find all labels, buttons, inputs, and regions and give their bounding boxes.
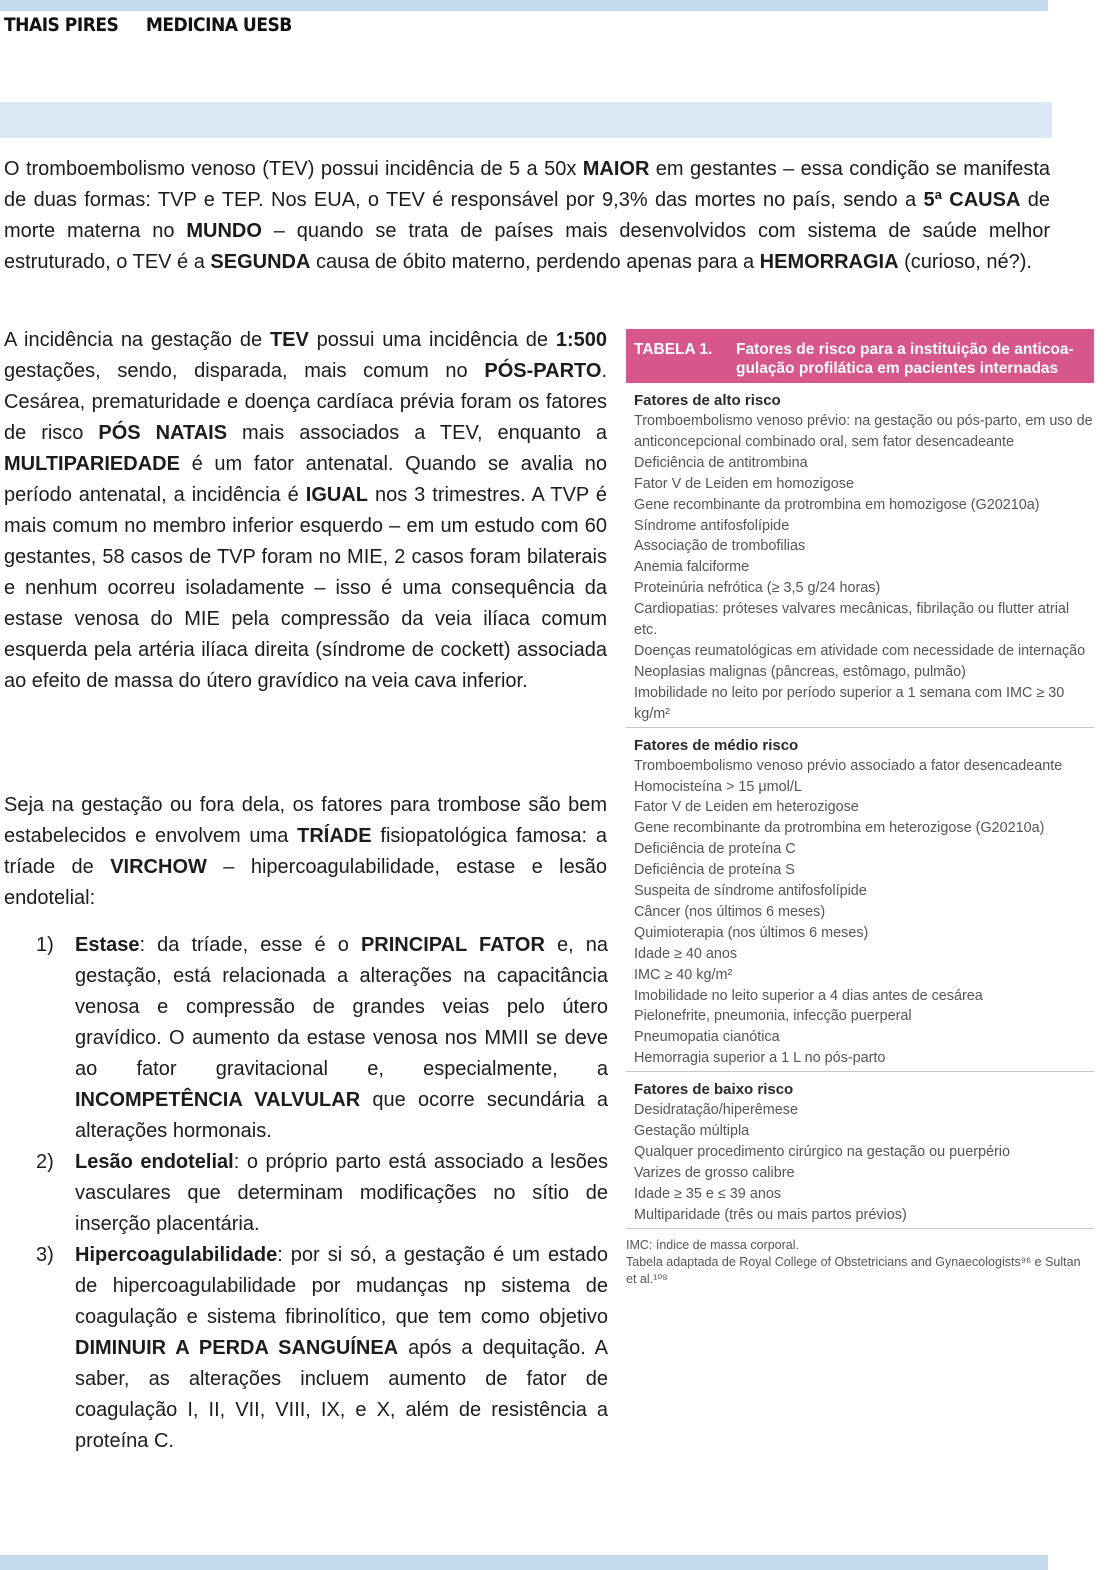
medium-risk-heading: Fatores de médio risco: [634, 736, 799, 754]
table-row: Qualquer procedimento cirúrgico na gestação ou puerpério: [634, 1144, 1010, 1160]
intro-paragraph: O tromboembolismo venoso (TEV) possui incidência de 5 a 50x MAIOR em gestantes – essa condição se manifesta de duas formas: TVP e TEP. Nos EUA, o TEV é responsável por 9,3% das mortes no país, sendo a 5ª CAUSA de morte materna no MUNDO – quando se trata de países mais desenvolvidos com sistema de saúde melhor estruturado, o TEV é a SEGUNDA causa de óbito materno, perdendo apenas para a HEMORRAGIA (curioso, né?).: [4, 158, 1050, 273]
low-risk-heading: Fatores de baixo risco: [634, 1081, 794, 1099]
table-row: Pielonefrite, pneumonia, infecção puerperal: [634, 1008, 912, 1025]
low-risk-section: [626, 1080, 1094, 1225]
table-row: Varizes de grosso calibre: [634, 1164, 795, 1181]
table-divider: [626, 727, 1094, 728]
course-name: MEDICINA UESB: [145, 14, 292, 36]
table-row: Pneumopatia cianótica: [634, 1029, 780, 1046]
table-row: Idade ≥ 35 e ≤ 39 anos: [634, 1185, 782, 1202]
table-footnote: [626, 1237, 1094, 1288]
table-row: Idade ≥ 40 anos: [634, 945, 738, 962]
author-name: THAIS PIRES: [4, 14, 119, 36]
table-row: Deficiência de antitrombina: [634, 454, 808, 471]
table-row: Proteinúria nefrótica (≥ 3,5 g/24 horas): [634, 580, 881, 597]
table-row: Gestação múltipla: [634, 1123, 750, 1140]
list-item: 3) Hipercoagulabilidade: por si só, a gestação é um estado de hipercoagulabilidade por mudanças np sistema de coagulação e sistema fibrinolítico, que tem como objetivo DIMINUIR A PERDA SANGUÍNEA após a dequitação. A saber, as alterações incluem aumento de fator de coagulação I, II, VII, VIII, IX, e X, além de resistência a proteína C.: [36, 1244, 609, 1452]
risk-factors-table: [626, 329, 1094, 1288]
footnote-source: Tabela adaptada de Royal College of Obstetricians and Gynaecologists⁹⁶ e Sultan et al.¹⁰⁸: [626, 1254, 1081, 1286]
table-row: IMC ≥ 40 kg/m²: [634, 966, 733, 983]
table-divider: [626, 1228, 1094, 1229]
list-item: 2) Lesão endotelial: o próprio parto está associado a lesões vasculares que determinam modificações no sítio de inserção placentária.: [36, 1151, 608, 1235]
table-row: Neoplasias malignas (pâncreas, estômago, pulmão): [634, 663, 966, 680]
page-header: [4, 14, 314, 36]
medium-risk-section: [626, 736, 1094, 1070]
table-row: Doenças reumatológicas em atividade com necessidade de internação: [634, 642, 1086, 659]
table-row: Suspeita de síndrome antifosfolípide: [634, 883, 867, 900]
list-item: 1) Estase: da tríade, esse é o PRINCIPAL FATOR e, na gestação, está relacionada a alterações na capacitância venosa e compressão de grandes veias pelo útero gravídico. O aumento da estase venosa nos MMII se deve ao fator gravitacional e, especialmente, a INCOMPETÊNCIA VALVULAR que ocorre secundária a alterações hormonais.: [36, 934, 609, 1142]
table-row: Quimioterapia (nos últimos 6 meses): [634, 924, 869, 941]
table-row: Gene recombinante da protrombina em heterozigose (G20210a): [634, 820, 1045, 837]
table-title: Fatores de risco para a instituição de anticoa-gulação profilática em pacientes internadas: [736, 341, 1074, 377]
high-risk-heading: Fatores de alto risco: [634, 392, 781, 409]
high-risk-list: [634, 411, 1094, 725]
virchow-list: [36, 930, 608, 1457]
high-risk-section: [626, 391, 1094, 725]
table-row: Deficiência de proteína C: [634, 841, 796, 858]
table-row: Cardiopatias: próteses valvares mecânicas, fibrilação ou flutter atrial etc.: [634, 601, 1070, 639]
low-risk-list: [634, 1100, 1094, 1225]
section-title-band: [0, 102, 1052, 138]
table-divider: [626, 1071, 1094, 1072]
table-row: Tromboembolismo venoso prévio associado a fator desencadeante: [634, 757, 1063, 774]
virchow-paragraph: Seja na gestação ou fora dela, os fatores para trombose são bem estabelecidos e envolvem uma TRÍADE fisiopatológica famosa: a tríade de VIRCHOW – hipercoagulabilidade, estase e lesão endotelial:: [4, 794, 608, 909]
table-row: Síndrome antifosfolípide: [634, 517, 790, 534]
table-row: Deficiência de proteína S: [634, 862, 795, 879]
table-row: Associação de trombofilias: [634, 538, 806, 555]
table-row: Gene recombinante da protrombina em homozigose (G20210a): [634, 496, 1040, 513]
table-row: Homocisteína > 15 μmol/L: [634, 778, 802, 795]
footnote-abbreviation: IMC: índice de massa corporal.: [626, 1237, 799, 1252]
table-row: Multiparidade (três ou mais partos prévios): [634, 1206, 907, 1223]
table-row: Câncer (nos últimos 6 meses): [634, 903, 826, 920]
table-row: Anemia falciforme: [634, 559, 750, 576]
table-label: TABELA 1.: [634, 341, 713, 358]
table-header: [626, 329, 1094, 383]
top-decorative-bar: [0, 0, 1048, 11]
table-row: Fator V de Leiden em heterozigose: [634, 799, 859, 816]
medium-risk-list: [634, 756, 1094, 1070]
table-row: Imobilidade no leito por período superior a 1 semana com IMC ≥ 30 kg/m²: [634, 684, 1065, 722]
table-row: Imobilidade no leito superior a 4 dias antes de cesárea: [634, 987, 983, 1004]
table-row: Desidratação/hiperêmese: [634, 1102, 798, 1119]
bottom-decorative-bar: [0, 1555, 1048, 1570]
table-row: Fator V de Leiden em homozigose: [634, 475, 854, 492]
table-row: Hemorragia superior a 1 L no pós-parto: [634, 1050, 886, 1067]
incidence-paragraph: A incidência na gestação de TEV possui uma incidência de 1:500 gestações, sendo, disparada, mais comum no PÓS-PARTO. Cesárea, prematuridade e doença cardíaca prévia foram os fatores de risco PÓS NATAIS mais associados a TEV, enquanto a MULTIPARIEDADE é um fator antenatal. Quando se avalia no período antenatal, a incidência é IGUAL nos 3 trimestres. A TVP é mais comum no membro inferior esquerdo – em um estudo com 60 gestantes, 58 casos de TVP foram no MIE, 2 casos foram bilaterais e nenhum ocorreu isoladamente – isso é uma consequência da estase venosa do MIE pela compressão da veia ilíaca comum esquerda pela artéria ilíaca direita (síndrome de cockett) associada ao efeito de massa do útero gravídico na veia cava inferior.: [4, 329, 607, 692]
table-row: Tromboembolismo venoso prévio: na gestação ou pós-parto, em uso de anticoncepcional combinado oral, sem fator desencadeante: [634, 413, 1093, 450]
